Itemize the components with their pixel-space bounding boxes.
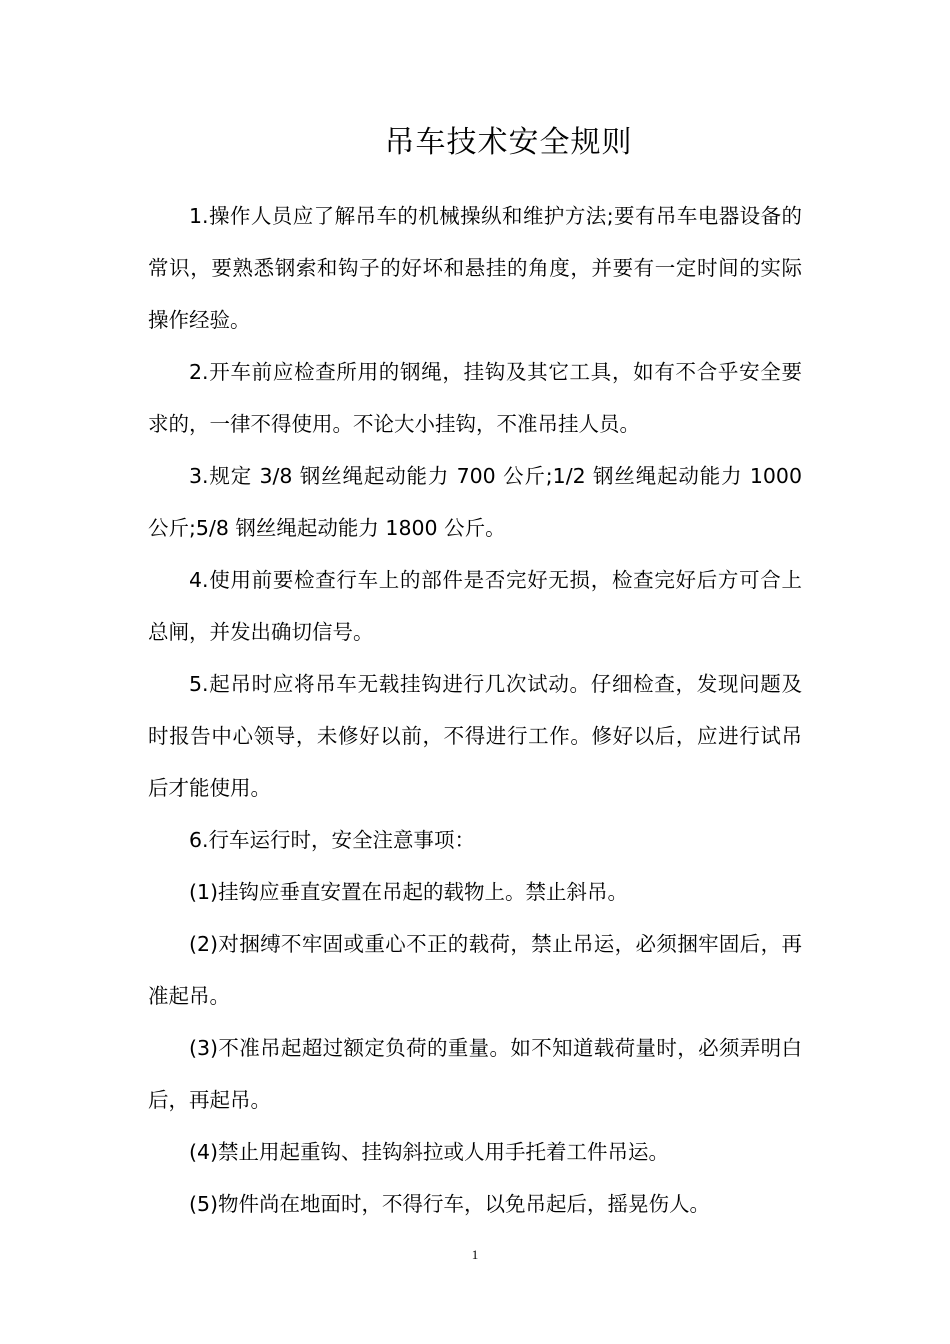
paragraph-6: 6.行车运行时，安全注意事项：	[189, 828, 476, 852]
paragraph-6-3: (3)不准吊起超过额定负荷的重量。如不知道载荷量时，必须弄明白后，再起吊。	[148, 1036, 802, 1112]
paragraph-5: 5.起吊时应将吊车无载挂钩进行几次试动。仔细检查，发现问题及时报告中心领导，未修好以前，不得进行工作。修好以后，应进行试吊后才能使用。	[148, 672, 802, 800]
paragraph-2: 2.开车前应检查所用的钢绳，挂钩及其它工具，如有不合乎安全要求的，一律不得使用。不论大小挂钩，不准吊挂人员。	[148, 360, 802, 436]
paragraph-1: 1.操作人员应了解吊车的机械操纵和维护方法;要有吊车电器设备的常识，要熟悉钢索和钩子的好坏和悬挂的角度，并要有一定时间的实际操作经验。	[148, 204, 802, 332]
paragraph-4: 4.使用前要检查行车上的部件是否完好无损，检查完好后方可合上总闸，并发出确切信号。	[148, 568, 802, 644]
paragraph-6-5: (5)物件尚在地面时，不得行车，以免吊起后，摇晃伤人。	[189, 1192, 711, 1216]
paragraph-6-4: (4)禁止用起重钩、挂钩斜拉或人用手托着工件吊运。	[189, 1140, 670, 1164]
paragraph-6-2: (2)对捆缚不牢固或重心不正的载荷，禁止吊运，必须捆牢固后，再准起吊。	[148, 932, 802, 1008]
paragraph-3: 3.规定 3/8 钢丝绳起动能力 700 公斤;1/2 钢丝绳起动能力 1000 公斤;5/8 钢丝绳起动能力 1800 公斤。	[148, 464, 802, 540]
paragraph-6-1: (1)挂钩应垂直安置在吊起的载物上。禁止斜吊。	[189, 880, 629, 904]
document-title: 吊车技术安全规则	[384, 125, 633, 160]
document-body	[148, 190, 802, 1230]
page-number: 1	[471, 1247, 479, 1262]
